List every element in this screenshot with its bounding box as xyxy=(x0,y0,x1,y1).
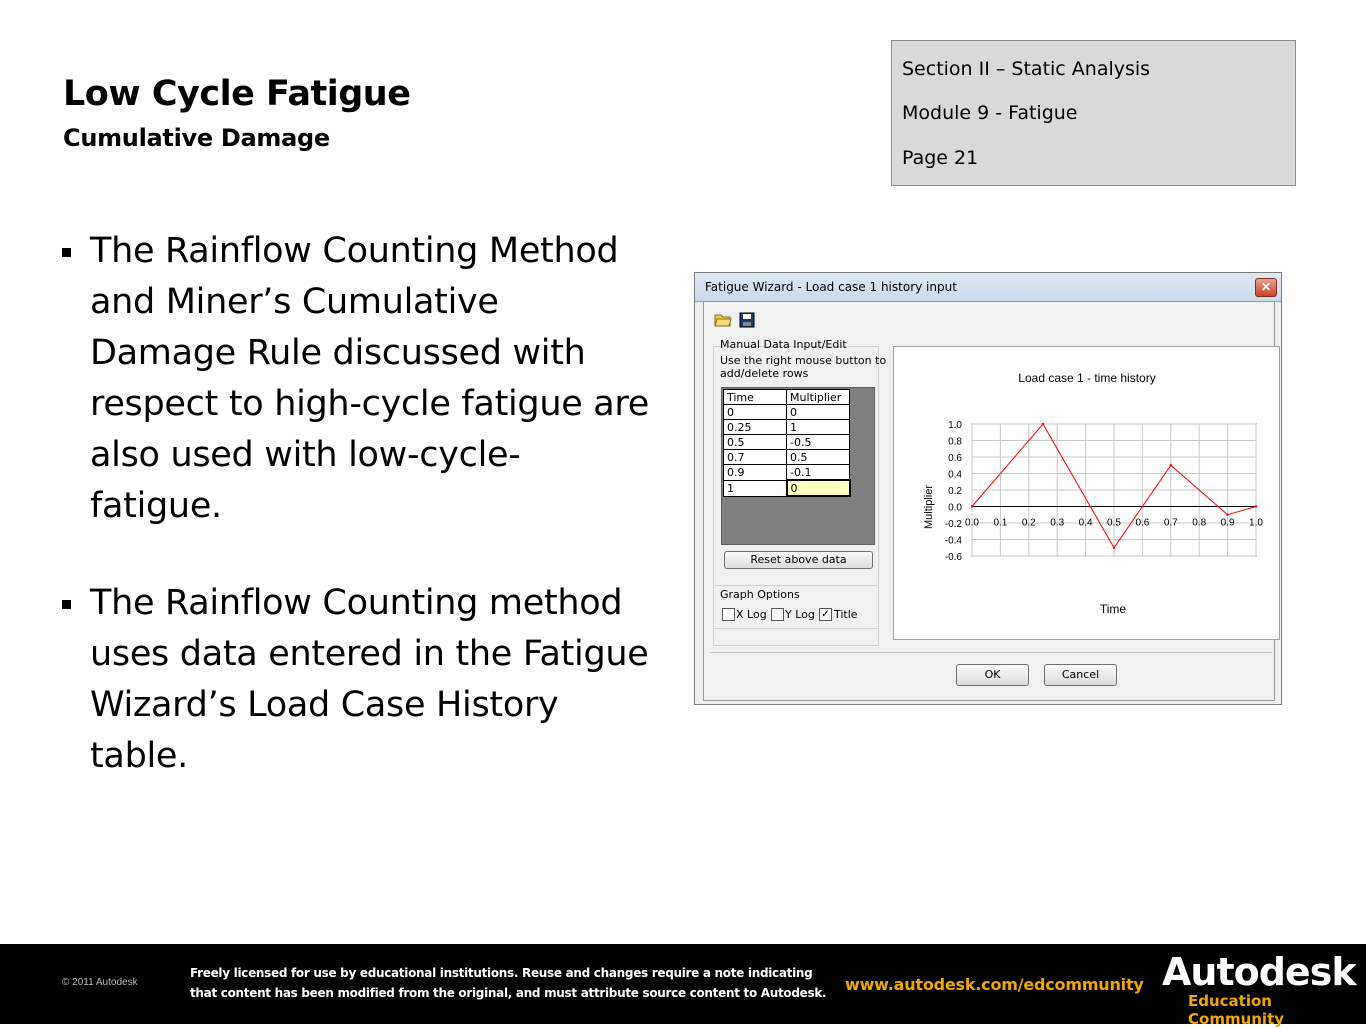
title-option-label: Title xyxy=(834,608,858,621)
square-bullet-icon xyxy=(62,600,71,609)
bullet-text: The Rainflow Counting method uses data entered in the Fatigue Wizard’s Load Case History table. xyxy=(90,583,649,776)
time-cell[interactable]: 0 xyxy=(724,405,787,420)
y-tick-label: 0.6 xyxy=(948,453,962,464)
slide-subtitle: Cumulative Damage xyxy=(63,124,330,152)
bullet-item xyxy=(60,578,650,782)
y-tick-label: 0.8 xyxy=(948,436,962,448)
chart-title: Load case 1 - time history xyxy=(1018,371,1156,385)
column-header-multiplier[interactable]: Multiplier xyxy=(787,390,850,405)
reset-data-button[interactable]: Reset above data xyxy=(724,551,873,569)
x-tick-label: 0.7 xyxy=(1163,517,1178,529)
autodesk-logo: Autodesk xyxy=(1162,950,1356,994)
bullet-list xyxy=(60,226,650,782)
ylog-label: Y Log xyxy=(785,608,815,621)
data-point xyxy=(1255,505,1257,507)
table-row xyxy=(724,450,850,465)
y-tick-label: 0.4 xyxy=(948,469,962,481)
divider xyxy=(710,652,1272,653)
multiplier-cell[interactable]: 0 xyxy=(787,405,850,420)
ok-button[interactable]: OK xyxy=(956,664,1029,686)
time-cell[interactable]: 0.25 xyxy=(724,420,787,435)
fatigue-wizard-dialog xyxy=(694,272,1282,705)
x-axis-label: Time xyxy=(1099,602,1127,616)
multiplier-cell-selected[interactable]: 0 xyxy=(787,480,850,496)
table-row xyxy=(724,435,850,450)
table-row xyxy=(724,405,850,420)
x-tick-label: 0.1 xyxy=(993,517,1008,529)
x-tick-label: 0.5 xyxy=(1107,517,1121,529)
data-point xyxy=(1042,423,1044,425)
y-tick-label: 1.0 xyxy=(948,420,962,431)
edcommunity-link[interactable]: www.autodesk.com/edcommunity xyxy=(845,975,1144,994)
data-point xyxy=(1226,514,1228,516)
hint-text: Use the right mouse button to xyxy=(720,354,887,367)
close-icon[interactable]: ✕ xyxy=(1255,278,1277,297)
ylog-checkbox[interactable] xyxy=(771,608,784,621)
x-tick-label: 0.4 xyxy=(1078,517,1093,529)
slide-title: Low Cycle Fatigue xyxy=(63,74,411,114)
x-tick-label: 0.8 xyxy=(1192,517,1207,529)
license-text-line2: that content has been modified from the original, and must attribute source content to Autodesk. xyxy=(190,986,827,1000)
xlog-label: X Log xyxy=(736,608,767,621)
hint-text: add/delete rows xyxy=(720,367,809,380)
data-point xyxy=(1170,464,1172,466)
data-point xyxy=(1113,547,1115,549)
multiplier-cell[interactable]: -0.5 xyxy=(787,435,850,450)
manual-group-label: Manual Data Input/Edit xyxy=(720,338,847,351)
dialog-titlebar xyxy=(695,273,1281,302)
license-text-line1: Freely licensed for use by educational institutions. Reuse and changes require a note indicating xyxy=(190,966,813,980)
y-tick-label: -0.2 xyxy=(944,519,962,530)
section-label: Section II – Static Analysis xyxy=(902,58,1151,80)
dialog-body xyxy=(703,301,1275,701)
cancel-button[interactable]: Cancel xyxy=(1044,664,1117,686)
education-community-label: Education Community xyxy=(1188,992,1285,1028)
graph-panel xyxy=(893,346,1280,640)
square-bullet-icon xyxy=(62,248,71,257)
multiplier-cell[interactable]: 1 xyxy=(787,420,850,435)
x-tick-label: 0.3 xyxy=(1050,517,1065,529)
multiplier-cell[interactable]: -0.1 xyxy=(787,465,850,481)
time-cell[interactable]: 1 xyxy=(724,480,787,496)
graph-options-label: Graph Options xyxy=(720,588,800,601)
table-row xyxy=(724,480,850,496)
bullet-item xyxy=(60,226,650,532)
x-tick-label: 0.6 xyxy=(1135,517,1150,529)
y-tick-label: -0.6 xyxy=(944,552,962,563)
time-cell[interactable]: 0.7 xyxy=(724,450,787,465)
time-cell[interactable]: 0.5 xyxy=(724,435,787,450)
x-tick-label: 0.9 xyxy=(1220,517,1235,529)
time-cell[interactable]: 0.9 xyxy=(724,465,787,481)
data-point xyxy=(971,505,973,507)
open-folder-icon[interactable] xyxy=(714,312,732,328)
column-header-time[interactable]: Time xyxy=(724,390,787,405)
save-icon[interactable] xyxy=(738,312,756,328)
y-axis-label: Multiplier xyxy=(923,484,935,530)
footer-bar xyxy=(0,944,1366,1028)
copyright-text: © 2011 Autodesk xyxy=(62,977,138,988)
multiplier-cell[interactable]: 0.5 xyxy=(787,450,850,465)
dialog-title: Fatigue Wizard - Load case 1 history input xyxy=(705,280,957,294)
y-tick-label: -0.4 xyxy=(944,535,962,547)
table-row xyxy=(724,420,850,435)
title-checkbox[interactable]: ✓ xyxy=(819,608,832,621)
time-history-chart xyxy=(894,347,1279,639)
xlog-checkbox[interactable] xyxy=(722,608,735,621)
x-tick-label: 0.0 xyxy=(965,517,979,529)
history-grid xyxy=(721,387,875,545)
bullet-text: The Rainflow Counting Method and Miner’s Cumulative Damage Rule discussed with respect to high-cycle fatigue are also used with low-cycle-fatigue. xyxy=(90,231,649,526)
x-tick-label: 1.0 xyxy=(1249,517,1263,529)
table-row xyxy=(724,465,850,481)
history-table xyxy=(723,389,851,497)
section-info-box xyxy=(891,40,1296,186)
module-label: Module 9 - Fatigue xyxy=(902,102,1078,124)
y-tick-label: 0.0 xyxy=(948,502,962,514)
y-tick-label: 0.2 xyxy=(948,486,962,497)
table-header-row xyxy=(724,390,850,405)
page-label: Page 21 xyxy=(902,147,979,169)
x-tick-label: 0.2 xyxy=(1021,517,1036,529)
